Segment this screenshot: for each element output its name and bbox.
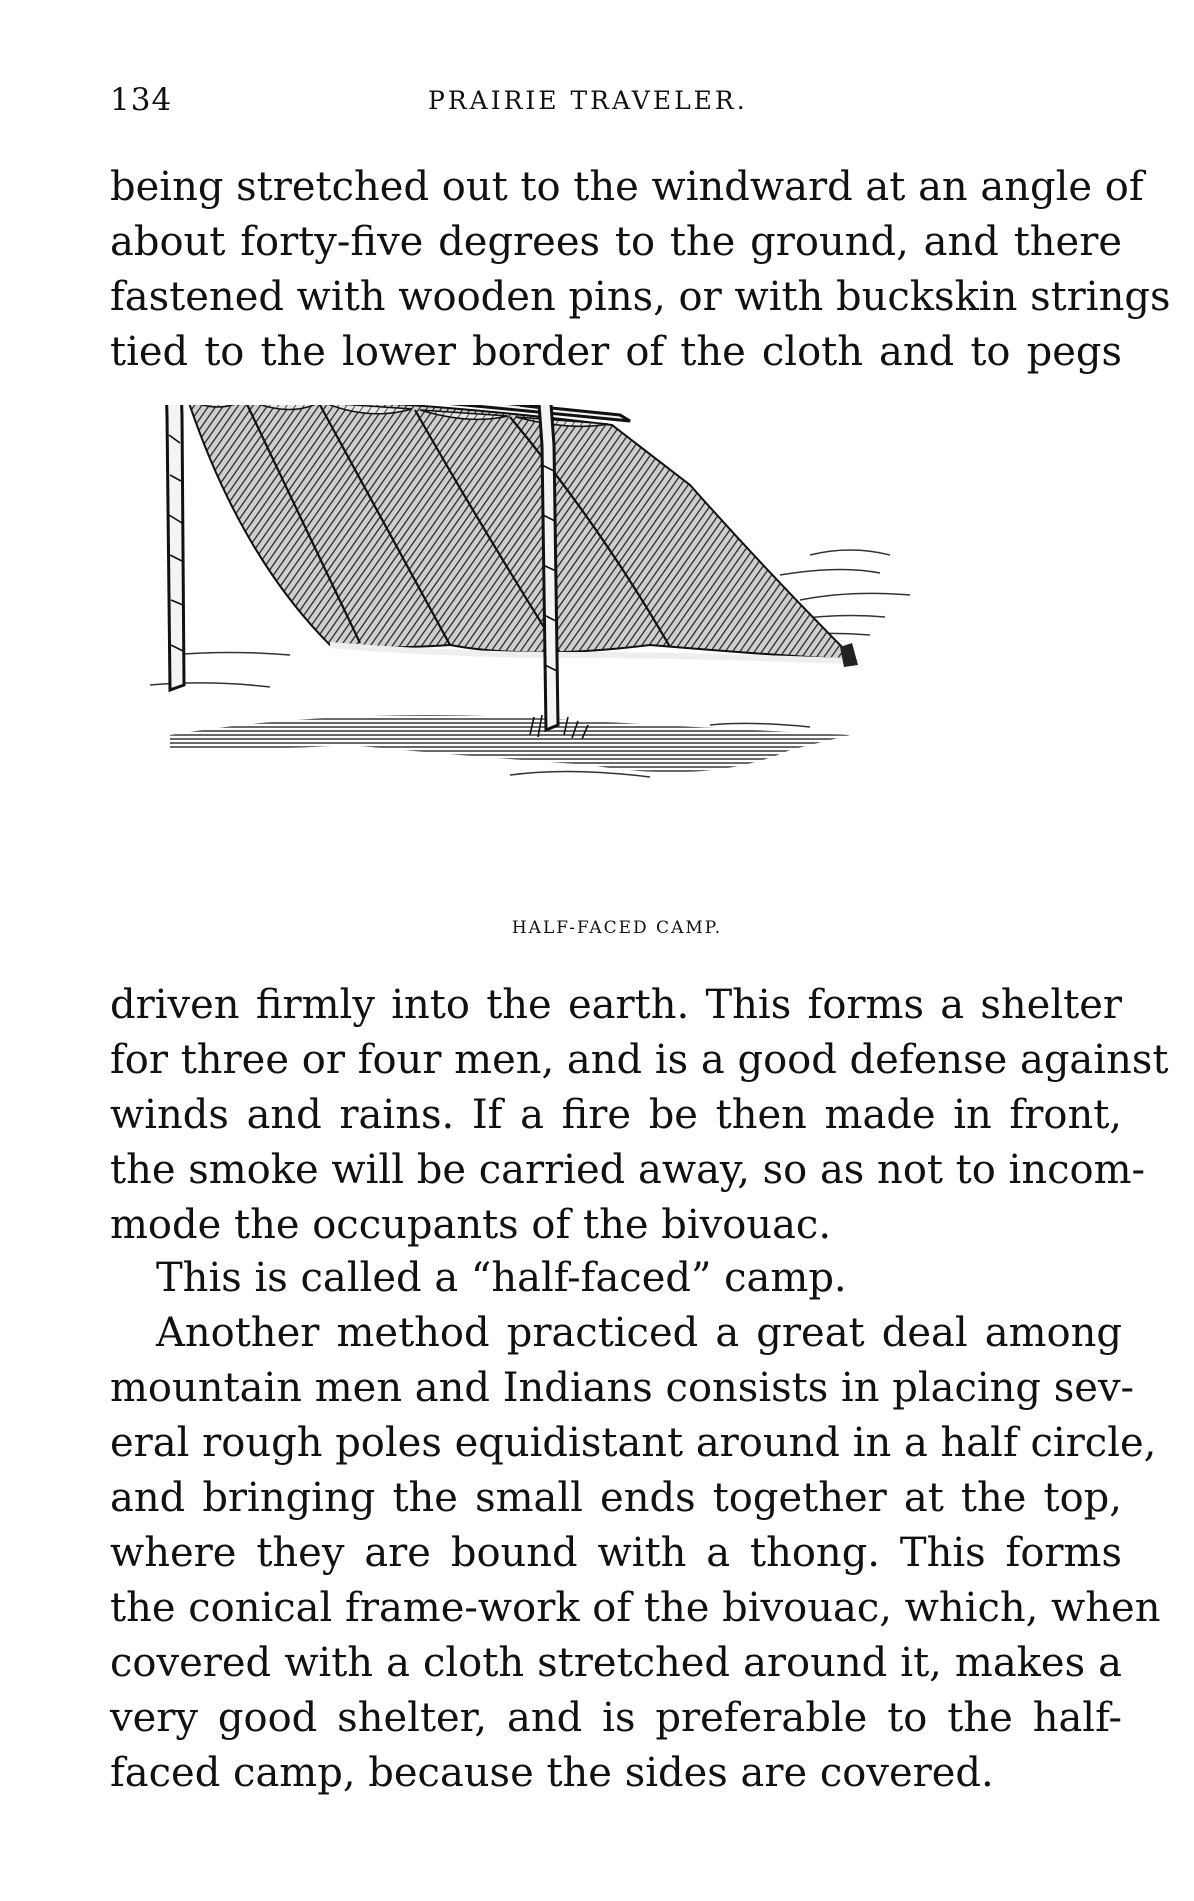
text-line: about forty-five degrees to the ground, and there bbox=[110, 219, 1122, 265]
text-line: the conical frame-work of the bivouac, which, when bbox=[110, 1585, 1161, 1631]
text-line: faced camp, because the sides are covered. bbox=[110, 1750, 994, 1796]
page-number: 134 bbox=[110, 82, 173, 118]
text-line: where they are bound with a thong. This forms bbox=[110, 1530, 1122, 1576]
text-line: mode the occupants of the bivouac. bbox=[110, 1202, 832, 1248]
text-line: winds and rains. If a fire be then made in front, bbox=[110, 1092, 1122, 1138]
canvas-cloth bbox=[188, 405, 855, 660]
running-title: PRAIRIE TRAVELER. bbox=[428, 86, 748, 115]
paragraph-4 bbox=[110, 1306, 1161, 1801]
figure-caption: HALF-FACED CAMP. bbox=[511, 918, 723, 938]
text-line: Another method practiced a great deal among bbox=[156, 1310, 1122, 1356]
text-line: mountain men and Indians consists in placing sev- bbox=[110, 1365, 1135, 1411]
text-line: driven firmly into the earth. This forms a shelter bbox=[110, 982, 1122, 1028]
page-header bbox=[110, 82, 1130, 122]
text-line: tied to the lower border of the cloth and to pegs bbox=[110, 329, 1122, 375]
text-line: eral rough poles equidistant around in a half circle, bbox=[110, 1420, 1157, 1466]
text-line: and bringing the small ends together at the top, bbox=[110, 1475, 1122, 1521]
text-line: the smoke will be carried away, so as not to incom- bbox=[110, 1147, 1146, 1193]
text-line: This is called a “half-faced” camp. bbox=[156, 1255, 847, 1301]
text-line: being stretched out to the windward at an angle of bbox=[110, 164, 1144, 210]
half-faced-camp-illustration bbox=[150, 405, 1030, 905]
paragraph-1 bbox=[110, 160, 1171, 380]
text-line: very good shelter, and is preferable to the half- bbox=[110, 1695, 1122, 1741]
text-line: fastened with wooden pins, or with buckskin strings bbox=[110, 274, 1171, 320]
text-line: covered with a cloth stretched around it, makes a bbox=[110, 1640, 1122, 1686]
paragraph-2 bbox=[110, 978, 1169, 1253]
text-line: for three or four men, and is a good defense against bbox=[110, 1037, 1169, 1083]
paragraph-3 bbox=[110, 1251, 1168, 1306]
